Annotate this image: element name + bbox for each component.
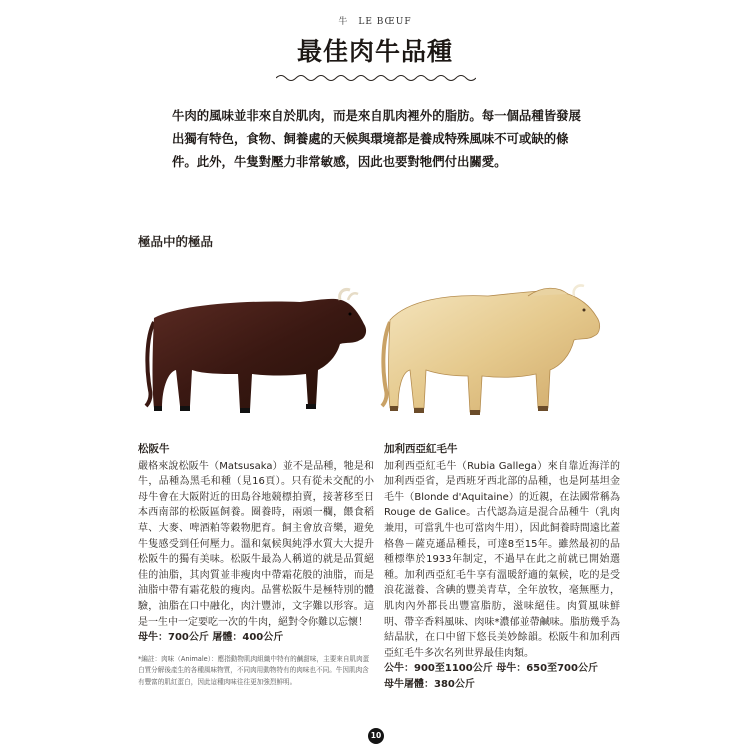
breed-description: 嚴格來說松阪牛（Matsusaka）並不是品種，牠是和牛，品種為黑毛和種（見16頁）。只有從未交配的小母牛會在大阪附近的田島谷地競標拍賣，接著移至日本西南部的松阪區飼養。圈養時，兩頭一欄，餵食稻草、大麥、啤酒粕等穀物肥育。飼主會放音樂，避免牛隻感受到任何壓力。溫和氣候與純淨水質大大提升松阪牛的獨有美味。松阪牛最為人稱道的就是品質絕佳的油脂，其肉質並非瘦肉中帶霜花般的油脂，而是油脂中帶有霜花般的瘦肉。品嘗松阪牛是極特別的體驗，油脂在口中融化，肉汁豐沛，文字難以形容。這是一生中一定要吃一次的牛肉，絕對令你難以忘懷！: [138, 460, 374, 628]
breed-rubia-gallega: [384, 442, 620, 693]
section-heading: 極品中的極品: [138, 234, 214, 249]
breed-matsusaka: [138, 442, 374, 689]
stat-value: 380公斤: [434, 678, 475, 690]
stat-label: 母牛：: [138, 632, 168, 644]
intro-paragraph: 牛肉的風味並非來自於肌肉，而是來自肌肉裡外的脂肪。每一個品種皆發展出獨有特色，食物、飼養處的天候與環境都是養成特殊風味不可或缺的條件。此外，牛隻對壓力非常敏感，因此也要對牠們付出關愛。: [172, 108, 581, 169]
stat-value: 700公斤: [168, 632, 209, 644]
stat-label: 母牛：: [496, 663, 527, 675]
black-bull-icon: [140, 278, 372, 428]
breed-name: 加利西亞紅毛牛: [384, 443, 458, 455]
breed-stats: [384, 661, 620, 677]
breed-description: 加利西亞紅毛牛（Rubia Gallega）來自靠近海洋的加利西亞省，是西班牙西北部的品種，也是阿基坦金毛牛（Blonde d'Aquitaine）的近親，在法國常稱為Rouge de Galice。古代認為這是混合品種牛（乳肉兼用，可當乳牛也可當肉牛用），因此飼養時間遠比蓋格魯－薩克遜品種長，可達8至15年。雖然最初的品種標準於1933年制定，不過早在此之前就已開始選種。加利西亞紅毛牛享有溫暖舒適的氣候，吃的是受浪花滋養、含碘的豐美青草，全年放牧，毫無壓力，肌肉內外都長出豐富脂肪，滋味絕佳。肉質風味鮮明、帶辛香料風味、肉味*濃郁並帶鹹味。脂肪幾乎為結晶狀，在口中留下悠長美妙餘韻。松阪牛和加利西亞紅毛牛多次名列世界最佳肉類。: [384, 460, 620, 659]
stat-label: 母牛屠體：: [384, 678, 434, 690]
wavy-divider-icon: [276, 72, 476, 84]
breed-stats-extra: [384, 677, 620, 693]
chapter-tag: 牛 LE BŒUF: [338, 17, 412, 27]
blonde-bull-icon: [378, 280, 604, 430]
stat-value: 900至1100公斤: [414, 663, 493, 675]
stat-value: 400公斤: [242, 632, 284, 644]
page-title: 最佳肉牛品種: [296, 37, 453, 66]
breed-stats: [138, 630, 374, 646]
page-number: 10: [368, 728, 384, 744]
stat-label: 公牛：: [384, 663, 414, 675]
stat-value: 650至700公斤: [526, 663, 598, 675]
footnote: *編註：肉味（Animale）：應指動物肌肉組織中特有的鹹甜味，主要來自肌肉蛋白質分解後產生的各種風味物質，不同肉用動物特有的肉味也不同。牛因肌肉含有豐富的肌紅蛋白，因此這種肉味往往更加強烈鮮明。: [138, 654, 370, 686]
stat-label: 屠體：: [212, 632, 243, 644]
breed-name: 松阪牛: [138, 443, 170, 455]
